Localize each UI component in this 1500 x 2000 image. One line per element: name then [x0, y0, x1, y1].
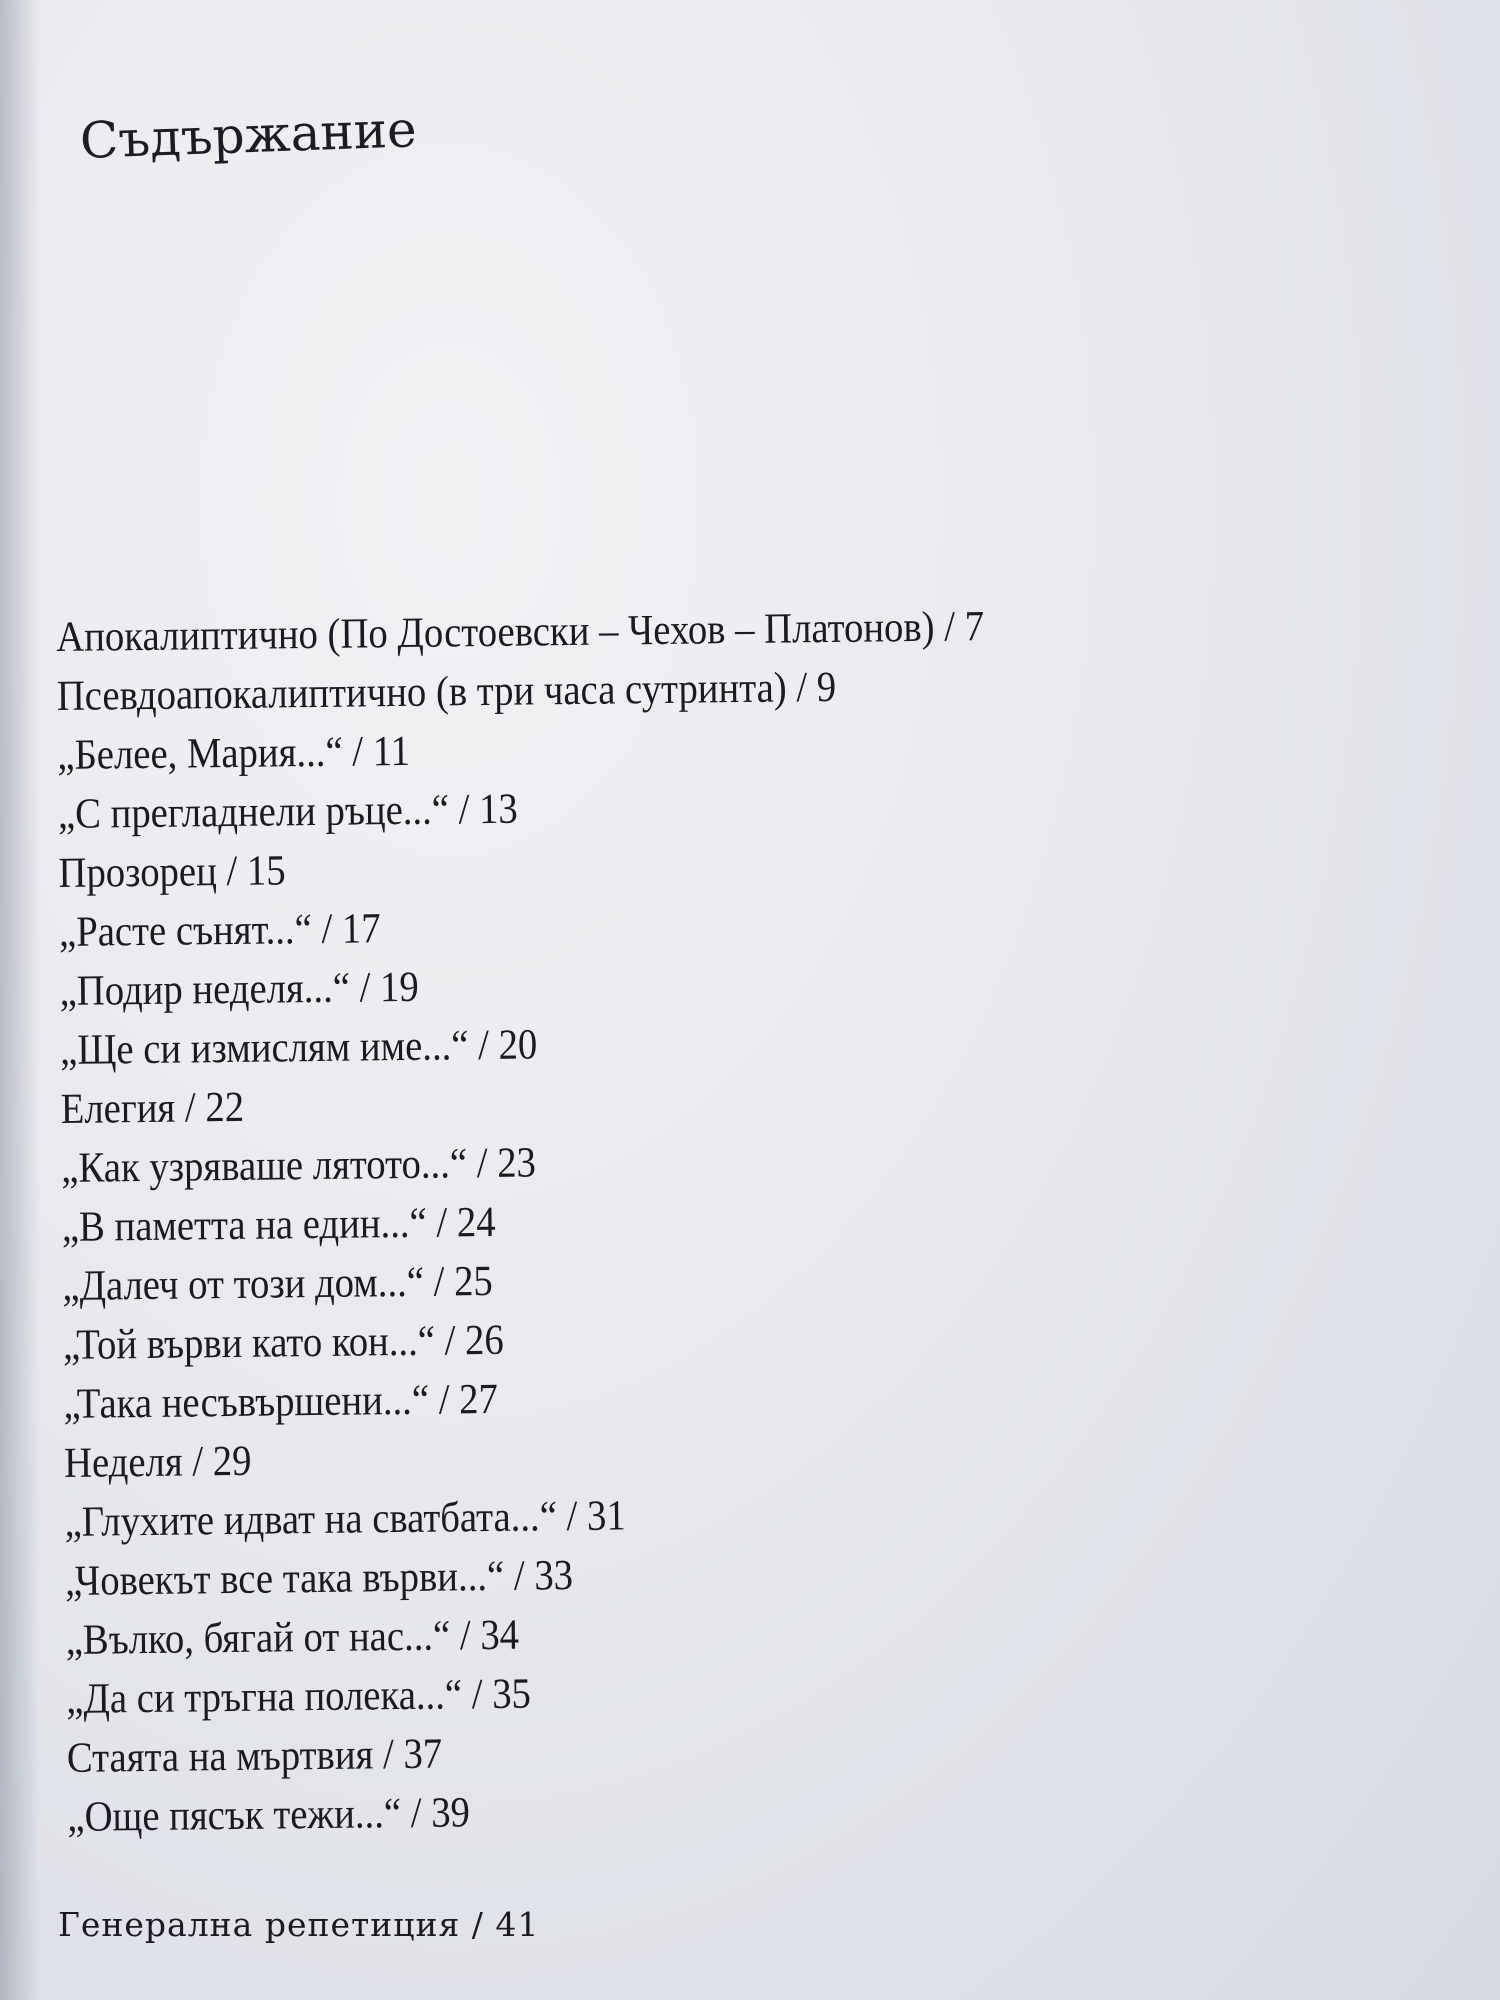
- toc-separator: /: [373, 1731, 404, 1779]
- toc-entry-label: Генерална репетиция: [58, 1905, 461, 1944]
- toc-entry-page: 22: [205, 1083, 245, 1132]
- toc-entry-label: „Далеч от този дом...“: [62, 1258, 425, 1310]
- toc-entry-label: Прозорец: [58, 848, 218, 897]
- toc-entry: [67, 1718, 995, 1788]
- toc-separator: /: [786, 664, 817, 712]
- toc-entry-page: 17: [341, 905, 381, 953]
- toc-separator: /: [449, 1612, 481, 1660]
- toc-separator: /: [182, 1438, 213, 1486]
- toc-entry-page: 15: [246, 847, 286, 895]
- toc-separator: /: [342, 728, 373, 776]
- toc-entry-label: „Той върви като кон...“: [62, 1317, 436, 1369]
- toc-entry-page: 24: [456, 1198, 496, 1247]
- toc-entry-label: „Как узряваше лятото...“: [61, 1140, 468, 1192]
- toc-entry-page: 11: [372, 727, 411, 776]
- toc-entry-label: „С прегладнели ръце...“: [57, 786, 450, 838]
- toc-entry: [56, 597, 984, 667]
- toc-entry-label: „Подир неделя...“: [59, 964, 351, 1015]
- toc-entry: [63, 1305, 991, 1375]
- toc-separator: /: [504, 1552, 535, 1600]
- toc-entry: [61, 1128, 989, 1198]
- toc-entry: [63, 1364, 991, 1434]
- toc-separator: /: [428, 1376, 460, 1424]
- toc-entry-label: Стаята на мъртвия: [66, 1731, 374, 1782]
- toc-entry-page: 20: [498, 1021, 538, 1069]
- toc-final-entry: [58, 1905, 539, 1944]
- toc-entry-page: 35: [491, 1670, 532, 1718]
- toc-entry-page: 33: [534, 1552, 574, 1600]
- toc-entry-label: „В паметта на един...“: [61, 1199, 427, 1251]
- toc-entry-page: 19: [379, 963, 419, 1012]
- toc-entry: [59, 951, 987, 1021]
- toc-entry-page: 26: [464, 1316, 504, 1365]
- toc-entry-page: 25: [453, 1257, 494, 1306]
- toc-entry: [62, 1246, 990, 1316]
- toc-entry-page: 34: [480, 1611, 520, 1660]
- toc-entry-page: 9: [816, 663, 837, 712]
- toc-entry: [64, 1482, 992, 1552]
- toc-entry-label: „Вълко, бягай от нас...“: [65, 1612, 451, 1664]
- toc-entry: [58, 774, 986, 844]
- toc-separator: /: [400, 1789, 432, 1838]
- toc-entry-label: Псевдоапокалиптично (в три часа сутринта): [56, 664, 787, 720]
- toc-entry: [62, 1187, 990, 1257]
- toc-entry-page: 7: [964, 603, 985, 651]
- toc-separator: /: [311, 905, 343, 954]
- toc-separator: /: [448, 786, 480, 834]
- toc-entry-label: „Расте сънят...“: [58, 906, 312, 956]
- toc-separator: /: [934, 603, 965, 651]
- toc-entry: [57, 715, 985, 785]
- toc-entry: [59, 892, 987, 962]
- toc-entry: [66, 1659, 994, 1729]
- toc-entry: [60, 1010, 988, 1080]
- toc-entry: [64, 1423, 992, 1493]
- toc-entry-label: „Още пясък тежи...“: [67, 1790, 402, 1841]
- page-edge-shadow: [0, 0, 40, 2000]
- toc-separator: /: [556, 1492, 588, 1541]
- toc-separator: /: [468, 1021, 499, 1070]
- toc-separator: /: [460, 1905, 496, 1944]
- toc-entry-label: „Човекът все така върви...“: [64, 1552, 505, 1605]
- toc-separator: /: [216, 847, 248, 896]
- toc-entry-page: 31: [586, 1492, 626, 1540]
- toc-entry-label: Неделя: [63, 1438, 183, 1487]
- toc-entry-label: Апокалиптично (По Достоевски – Чехов – Платонов): [56, 603, 935, 661]
- toc-entry-label: „Белее, Мария...“: [57, 728, 343, 779]
- toc-entry-page: 13: [478, 785, 518, 834]
- toc-separator: /: [426, 1199, 458, 1247]
- toc-entry-page: 29: [212, 1437, 252, 1486]
- toc-separator: /: [175, 1084, 206, 1132]
- toc-entry: [58, 833, 986, 903]
- toc-entry-label: „Да си тръгна полека...“: [66, 1671, 463, 1723]
- toc-separator: /: [461, 1670, 493, 1719]
- toc-entry: [65, 1541, 993, 1611]
- toc-entry-page: 27: [458, 1375, 499, 1424]
- toc-entry: [57, 656, 985, 726]
- page-title: Съдържание: [78, 100, 418, 170]
- toc-entry: [65, 1600, 993, 1670]
- toc-separator: /: [349, 964, 381, 1012]
- toc-entry-page: 39: [430, 1789, 471, 1837]
- toc-entry: [67, 1777, 995, 1847]
- toc-entry-page: 41: [495, 1905, 540, 1944]
- toc-entry-label: „Ще си измислям име...“: [59, 1022, 469, 1074]
- toc-entry-page: 23: [496, 1139, 537, 1187]
- toc-separator: /: [434, 1317, 466, 1365]
- table-of-contents: [56, 597, 995, 1847]
- toc-separator: /: [466, 1139, 498, 1188]
- toc-entry-page: 37: [403, 1730, 443, 1779]
- toc-entry-label: Елегия: [60, 1084, 176, 1133]
- toc-separator: /: [423, 1258, 455, 1306]
- toc-entry-label: „Така несъвършени...“: [63, 1376, 430, 1428]
- toc-entry: [60, 1069, 988, 1139]
- toc-entry-label: „Глухите идват на сватбата...“: [64, 1493, 558, 1546]
